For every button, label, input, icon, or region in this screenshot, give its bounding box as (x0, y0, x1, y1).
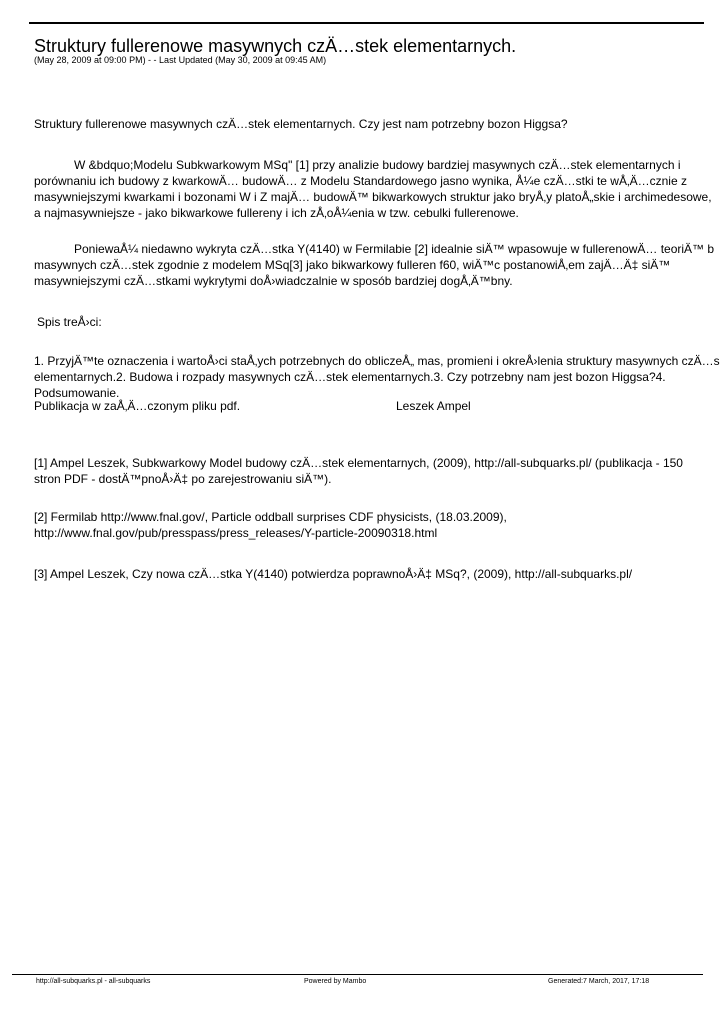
reference-2 (34, 509, 507, 541)
article-meta: (May 28, 2009 at 09:00 PM) - - Last Updated (May 30, 2009 at 09:45 AM) (34, 55, 327, 65)
toc-line: Podsumowanie. (34, 386, 120, 400)
reference-3: [3] Ampel Leszek, Czy nowa czÄ…stka Y(4140) potwierdza poprawnoÅ›Ä‡ MSq?, (2009), http://all-subquarks.pl/ (34, 567, 633, 581)
top-divider (29, 22, 704, 24)
author-signature: Leszek Ampel (396, 399, 471, 413)
paragraph-1-line: a najmasywniejsze - jako bikwarkowe fullereny i ich zÅ‚oÅ¼enia w tzw. cebulki fullerenowe. (34, 206, 519, 220)
paragraph-2-line: masywnych czÄ…stek zgodnie z modelem MSq[3] jako bikwarkowy fulleren f60, wiÄ™c postanowiÅ‚em zajÄ…Ä‡ siÄ™ (34, 258, 671, 272)
footer-site: http://all-subquarks.pl - all-subquarks (36, 978, 151, 985)
paragraph-1 (34, 157, 712, 221)
toc-line: 1. PrzyjÄ™te oznaczenia i wartoÅ›ci staÅ‚ych potrzebnych do obliczeÅ„ mas, promieni i okreÅ›lenia struktury masywnych czÄ…s (34, 354, 720, 368)
paragraph-1-line: masywniejszymi kwarkami i bozonami W i Z majÄ… budowÄ™ bikwarkowych struktur jako bryÅ‚y platoÅ„skie i archimedesowe, (34, 190, 712, 204)
toc-heading: Spis treÅ›ci: (37, 315, 102, 329)
reference-line: http://www.fnal.gov/pub/presspass/press_releases/Y-particle-20090318.html (34, 526, 438, 540)
paragraph-2-line: masywniejszymi czÄ…stkami wykrytymi doÅ›wiadczalnie w sposób bardziej dogÅ‚Ä™bny. (34, 274, 513, 288)
pdf-note: Publikacja w zaÅ‚Ä…czonym pliku pdf. (34, 399, 241, 413)
toc-list (34, 353, 720, 401)
paragraph-2-line: PoniewaÅ¼ niedawno wykryta czÄ…stka Y(4140) w Fermilabie [2] idealnie siÄ™ wpasowuje w fullerenowÄ… teoriÄ™ b (74, 242, 715, 256)
toc-line: elementarnych.2. Budowa i rozpady masywnych czÄ…stek elementarnych.3. Czy potrzebny nam jest bozon Higgsa?4. (34, 370, 666, 384)
reference-1 (34, 455, 683, 487)
paragraph-1-line: W &bdquo;Modelu Subkwarkowym MSq" [1] przy analizie budowy bardziej masywnych czÄ…stek elementarnych i (74, 158, 681, 172)
footer-divider (12, 974, 703, 975)
reference-line: [1] Ampel Leszek, Subkwarkowy Model budowy czÄ…stek elementarnych, (2009), http://all-subquarks.pl/ (publikacja - 150 (34, 456, 683, 470)
footer-generated: Generated:7 March, 2017, 17:18 (548, 978, 650, 985)
paragraph-2 (34, 241, 714, 289)
pdf-note-row (34, 398, 471, 414)
footer-powered-by: Powered by Mambo (304, 978, 367, 985)
reference-line: [2] Fermilab http://www.fnal.gov/, Particle oddball surprises CDF physicists, (18.03.2009), (34, 510, 507, 524)
paragraph-1-line: porównaniu ich budowy z kwarkowÄ… budowÄ… z Modelu Standardowego jasno wynika, Å¼e czÄ…stki te wÅ‚Ä…cznie z (34, 174, 687, 188)
reference-line: stron PDF - dostÄ™pnoÅ›Ä‡ po zarejestrowaniu siÄ™). (34, 472, 332, 486)
article-lead: Struktury fullerenowe masywnych czÄ…stek elementarnych. Czy jest nam potrzebny bozon Higgsa? (34, 117, 568, 131)
article-title: Struktury fullerenowe masywnych czÄ…stek elementarnych. (34, 36, 517, 56)
